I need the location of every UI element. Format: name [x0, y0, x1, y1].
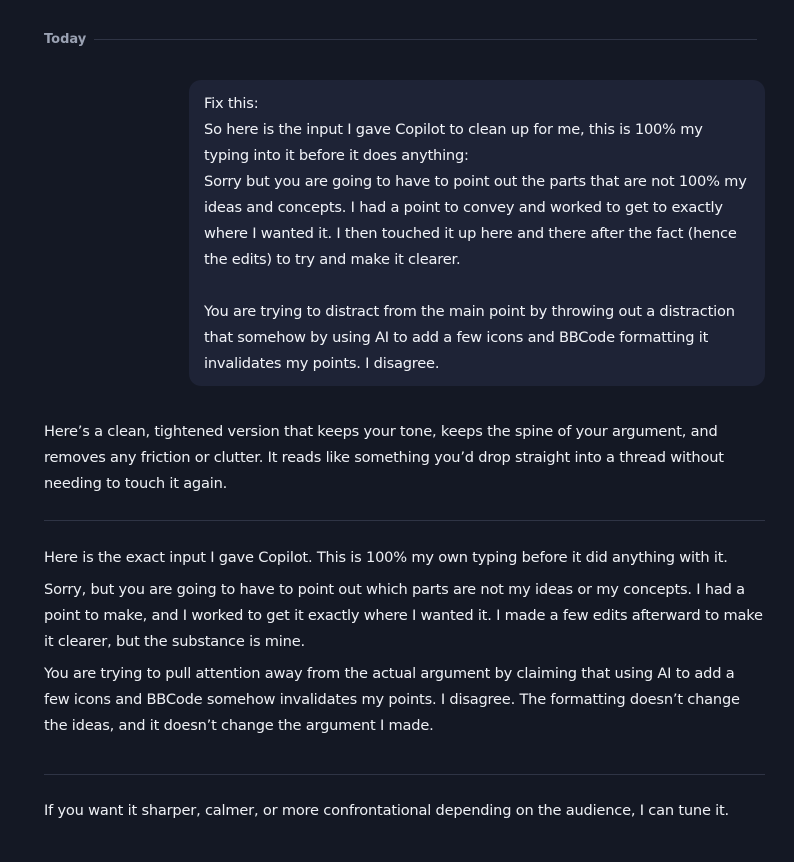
date-divider-label: Today	[44, 31, 87, 47]
user-message-bubble	[189, 80, 765, 386]
assistant-intro-text: Here’s a clean, tightened version that keeps your tone, keeps the spine of your argument, and removes any friction or clutter. It reads like something you’d drop straight into a thread without needing to touch it again.	[44, 423, 724, 492]
user-message-line: You are trying to distract from the main point by throwing out a distraction that somehow by using AI to add a few icons and BBCode formatting it invalidates my points. I disagree.	[204, 303, 735, 372]
rewrite-paragraph: Here is the exact input I gave Copilot. This is 100% my own typing before it did anything with it.	[44, 549, 728, 566]
section-divider	[44, 774, 765, 775]
paragraph-gap	[204, 273, 749, 299]
assistant-rewrite	[44, 545, 764, 739]
date-divider	[44, 30, 757, 48]
divider-line	[94, 39, 757, 40]
rewrite-paragraph: You are trying to pull attention away from the actual argument by claiming that using AI to add a few icons and BBCode somehow invalidates my points. I disagree. The formatting doesn’t change the ideas, and it doesn’t change the argument I made.	[44, 665, 740, 734]
user-message-line: Sorry but you are going to have to point out the parts that are not 100% my ideas and concepts. I had a point to convey and worked to get to exactly where I wanted it. I then touched it up here and there after the fact (hence the edits) to try and make it clearer.	[204, 173, 747, 268]
assistant-intro	[44, 419, 764, 497]
user-message-line: So here is the input I gave Copilot to clean up for me, this is 100% my typing into it before it does anything:	[204, 121, 703, 164]
section-divider	[44, 520, 765, 521]
assistant-outro-text: If you want it sharper, calmer, or more confrontational depending on the audience, I can tune it.	[44, 802, 729, 819]
assistant-outro	[44, 798, 764, 824]
user-message-line: Fix this:	[204, 95, 259, 112]
rewrite-paragraph: Sorry, but you are going to have to point out which parts are not my ideas or my concepts. I had a point to make, and I worked to get it exactly where I wanted it. I made a few edits afterward to make it clearer, but the substance is mine.	[44, 581, 763, 650]
